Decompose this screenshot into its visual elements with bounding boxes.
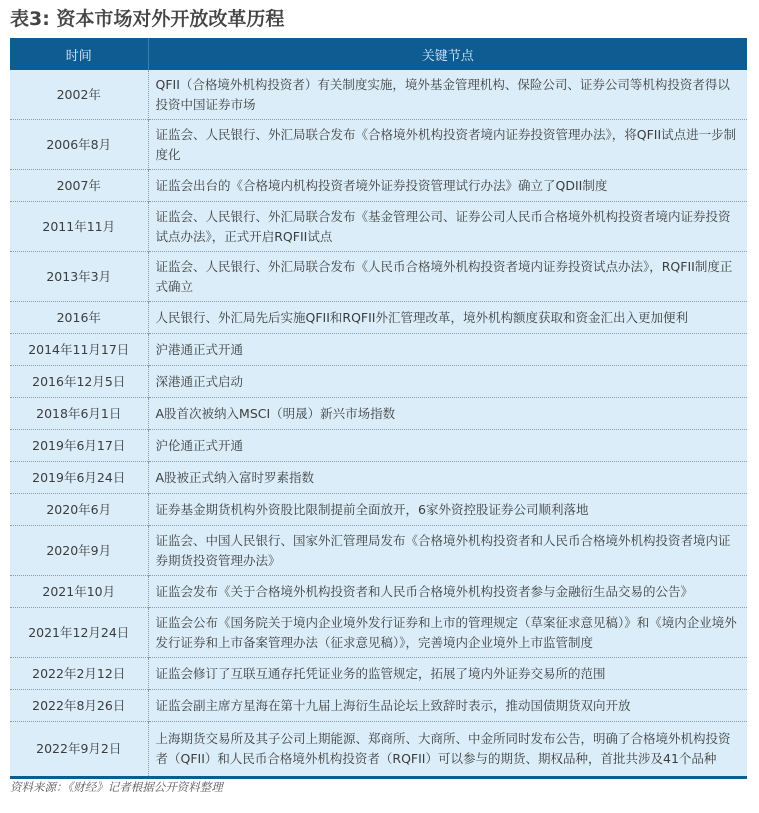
row-event: 人民银行、外汇局先后实施QFII和RQFII外汇管理改革，境外机构额度获取和资金汇出入更加便利 (148, 302, 747, 334)
table-row (10, 690, 747, 722)
row-time: 2022年2月12日 (10, 658, 148, 690)
row-time: 2006年8月 (10, 120, 148, 170)
row-time: 2020年9月 (10, 526, 148, 576)
row-event: 证券基金期货机构外资股比限制提前全面放开，6家外资控股证券公司顺利落地 (148, 494, 747, 526)
row-event: 沪伦通正式开通 (148, 430, 747, 462)
table-row (10, 576, 747, 608)
row-event: A股被正式纳入富时罗素指数 (148, 462, 747, 494)
table-row (10, 526, 747, 576)
row-time: 2021年10月 (10, 576, 148, 608)
table-row (10, 366, 747, 398)
row-event: 证监会出台的《合格境内机构投资者境外证券投资管理试行办法》确立了QDII制度 (148, 170, 747, 202)
row-event: 证监会、中国人民银行、国家外汇管理局发布《合格境外机构投资者和人民币合格境外机构投资者境内证券期货投资管理办法》 (148, 526, 747, 576)
table-row (10, 202, 747, 252)
row-time: 2016年12月5日 (10, 366, 148, 398)
row-event: 证监会公布《国务院关于境内企业境外发行证券和上市的管理规定（草案征求意见稿）》和《境内企业境外发行证券和上市备案管理办法（征求意见稿）》，完善境内企业境外上市监管制度 (148, 608, 747, 658)
row-time: 2019年6月24日 (10, 462, 148, 494)
row-event: 证监会、人民银行、外汇局联合发布《合格境外机构投资者境内证券投资管理办法》，将QFII试点进一步制度化 (148, 120, 747, 170)
source-note: 资料来源：《财经》记者根据公开资料整理 (10, 780, 223, 794)
table-row (10, 494, 747, 526)
column-header-key-milestone: 关键节点 (148, 38, 747, 70)
row-time: 2016年 (10, 302, 148, 334)
table-row (10, 120, 747, 170)
row-time: 2018年6月1日 (10, 398, 148, 430)
reform-timeline-table (10, 38, 747, 779)
row-time: 2022年8月26日 (10, 690, 148, 722)
table-row (10, 398, 747, 430)
table-title: 表3: 资本市场对外开放改革历程 (10, 8, 285, 30)
row-event: 上海期货交易所及其子公司上期能源、郑商所、大商所、中金所同时发布公告，明确了合格境外机构投资者（QFII）和人民币合格境外机构投资者（RQFII）可以参与的期货、期权品种，首批共涉及41个品种 (148, 722, 747, 778)
row-time: 2022年9月2日 (10, 722, 148, 778)
row-time: 2019年6月17日 (10, 430, 148, 462)
table-row (10, 430, 747, 462)
table-row (10, 658, 747, 690)
table-row (10, 608, 747, 658)
table-row (10, 170, 747, 202)
row-time: 2014年11月17日 (10, 334, 148, 366)
row-time: 2013年3月 (10, 252, 148, 302)
table-row (10, 252, 747, 302)
column-header-time: 时间 (10, 38, 148, 70)
row-event: 证监会发布《关于合格境外机构投资者和人民币合格境外机构投资者参与金融衍生品交易的公告》 (148, 576, 747, 608)
table-row (10, 302, 747, 334)
row-event: 证监会修订了互联互通存托凭证业务的监管规定，拓展了境内外证券交易所的范围 (148, 658, 747, 690)
table-row (10, 722, 747, 778)
table-row (10, 70, 747, 120)
row-event: 证监会副主席方星海在第十九届上海衍生品论坛上致辞时表示，推动国债期货双向开放 (148, 690, 747, 722)
row-time: 2021年12月24日 (10, 608, 148, 658)
row-event: A股首次被纳入MSCI（明晟）新兴市场指数 (148, 398, 747, 430)
table-row (10, 334, 747, 366)
row-event: 深港通正式启动 (148, 366, 747, 398)
table-row (10, 462, 747, 494)
row-event: 证监会、人民银行、外汇局联合发布《基金管理公司、证券公司人民币合格境外机构投资者境内证券投资试点办法》，正式开启RQFII试点 (148, 202, 747, 252)
row-event: 沪港通正式开通 (148, 334, 747, 366)
row-event: 证监会、人民银行、外汇局联合发布《人民币合格境外机构投资者境内证券投资试点办法》，RQFII制度正式确立 (148, 252, 747, 302)
row-time: 2011年11月 (10, 202, 148, 252)
row-time: 2007年 (10, 170, 148, 202)
row-event: QFII（合格境外机构投资者）有关制度实施，境外基金管理机构、保险公司、证券公司等机构投资者得以投资中国证券市场 (155, 76, 730, 112)
row-time: 2020年6月 (10, 494, 148, 526)
table-header (10, 38, 747, 70)
row-time: 2002年 (10, 70, 148, 120)
